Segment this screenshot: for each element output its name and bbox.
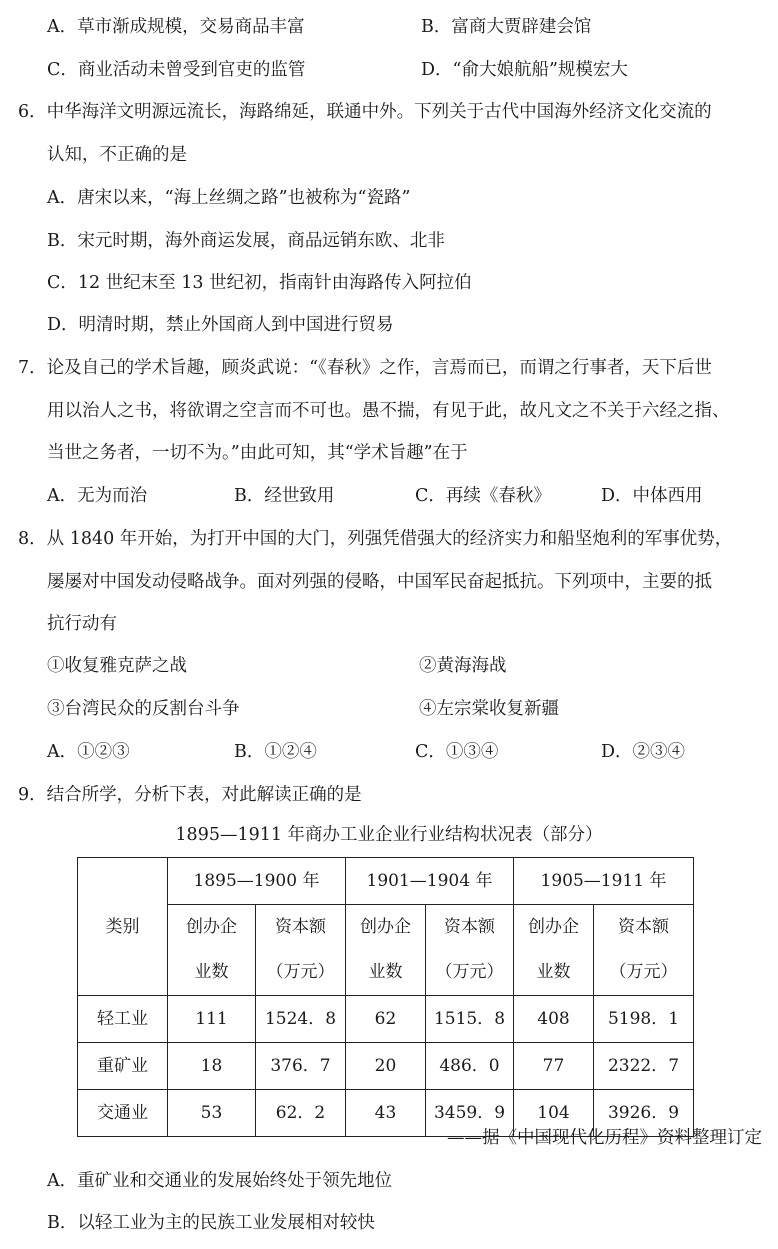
table-cell: 408 xyxy=(514,996,594,1043)
category-header: 类别 xyxy=(78,858,168,996)
sub-header-capital: 资本额 （万元） xyxy=(594,905,694,996)
q8-item-3: ③台湾民众的反割台斗争 xyxy=(47,699,240,719)
q8-item-1: ①收复雅克萨之战 xyxy=(47,656,187,676)
q7-option-d: D．中体西用 xyxy=(601,486,703,506)
table-cell: 77 xyxy=(514,1043,594,1090)
q9-option-b: B．以轻工业为主的民族工业发展相对较快 xyxy=(47,1213,375,1233)
q8-stem-line-1: 8．从 1840 年开始，为打开中国的大门，列强凭借强大的经济实力和船坚炮利的军事优势， xyxy=(18,529,733,549)
table-cell: 62 xyxy=(346,996,426,1043)
table-cell: 111 xyxy=(168,996,256,1043)
period-header-3: 1905—1911 年 xyxy=(514,858,694,905)
sub-header-count: 创办企 业数 xyxy=(168,905,256,996)
q7-option-a: A．无为而治 xyxy=(47,486,148,506)
table-cell: 486．0 xyxy=(426,1043,514,1090)
table-cell: 20 xyxy=(346,1043,426,1090)
q6-option-a: A．唐宋以来，“海上丝绸之路”也被称为“瓷路” xyxy=(47,188,411,208)
table-cell: 1515．8 xyxy=(426,996,514,1043)
table-cell: 1524．8 xyxy=(256,996,346,1043)
q8-option-d: D．②③④ xyxy=(601,742,686,762)
table-cell: 3926．9 xyxy=(594,1090,694,1137)
q7-stem-line-3: 当世之务者，一切不为。”由此可知，其“学术旨趣”在于 xyxy=(47,443,468,463)
industry-structure-table xyxy=(77,857,694,1137)
period-header-1: 1895—1900 年 xyxy=(168,858,346,905)
table-cell: 62．2 xyxy=(256,1090,346,1137)
q8-option-c: C．①③④ xyxy=(415,742,499,762)
period-header-2: 1901—1904 年 xyxy=(346,858,514,905)
q6-option-d: D．明清时期，禁止外国商人到中国进行贸易 xyxy=(47,315,394,335)
table-cell: 3459．9 xyxy=(426,1090,514,1137)
sub-header-count: 创办企 业数 xyxy=(514,905,594,996)
table-cell: 43 xyxy=(346,1090,426,1137)
sub-header-capital: 资本额 （万元） xyxy=(426,905,514,996)
q5-option-c: C．商业活动未曾受到官吏的监管 xyxy=(47,60,306,80)
q6-stem-line-1: 6．中华海洋文明源远流长，海路绵延，联通中外。下列关于古代中国海外经济文化交流的 xyxy=(18,102,712,122)
q9-option-a: A．重矿业和交通业的发展始终处于领先地位 xyxy=(47,1171,393,1191)
q5-option-d: D．“俞大娘航船”规模宏大 xyxy=(421,60,628,80)
row-label: 重矿业 xyxy=(78,1043,168,1090)
q6-option-b: B．宋元时期，海外商运发展，商品远销东欧、北非 xyxy=(47,231,445,251)
q7-stem-line-2: 用以治人之书，将欲谓之空言而不可也。愚不揣，有见于此，故凡文之不关于六经之指、 xyxy=(47,401,730,421)
q6-stem-line-2: 认知，不正确的是 xyxy=(47,145,187,165)
table-cell: 376．7 xyxy=(256,1043,346,1090)
q8-option-a: A．①②③ xyxy=(47,742,130,762)
table-cell: 53 xyxy=(168,1090,256,1137)
q7-stem-line-1: 7．论及自己的学术旨趣，顾炎武说：“《春秋》之作，言焉而已，而谓之行事者，天下后世 xyxy=(18,358,712,378)
table-source-note: ——据《中国现代化历程》资料整理订定 xyxy=(447,1128,762,1148)
table-row xyxy=(78,996,694,1043)
sub-header-count: 创办企 业数 xyxy=(346,905,426,996)
q6-option-c: C．12 世纪末至 13 世纪初，指南针由海路传入阿拉伯 xyxy=(47,273,472,293)
q8-option-b: B．①②④ xyxy=(234,742,317,762)
q8-item-2: ②黄海海战 xyxy=(419,656,507,676)
table-title: 1895—1911 年商办工业企业行业结构状况表（部分） xyxy=(175,825,603,845)
q5-option-b: B．富商大贾辟建会馆 xyxy=(421,17,592,37)
table-cell: 18 xyxy=(168,1043,256,1090)
table-row xyxy=(78,1043,694,1090)
q9-stem: 9．结合所学，分析下表，对此解读正确的是 xyxy=(18,785,362,805)
row-label: 轻工业 xyxy=(78,996,168,1043)
q5-option-a: A．草市渐成规模，交易商品丰富 xyxy=(47,17,305,37)
table-cell: 5198．1 xyxy=(594,996,694,1043)
table-cell: 104 xyxy=(514,1090,594,1137)
q7-option-c: C．再续《春秋》 xyxy=(415,486,551,506)
table-cell: 2322．7 xyxy=(594,1043,694,1090)
sub-header-capital: 资本额 （万元） xyxy=(256,905,346,996)
q8-stem-line-2: 屡屡对中国发动侵略战争。面对列强的侵略，中国军民奋起抵抗。下列项中，主要的抵 xyxy=(47,572,712,592)
q7-option-b: B．经世致用 xyxy=(234,486,335,506)
row-label: 交通业 xyxy=(78,1090,168,1137)
q8-stem-line-3: 抗行动有 xyxy=(47,614,117,634)
q8-item-4: ④左宗棠收复新疆 xyxy=(419,699,559,719)
